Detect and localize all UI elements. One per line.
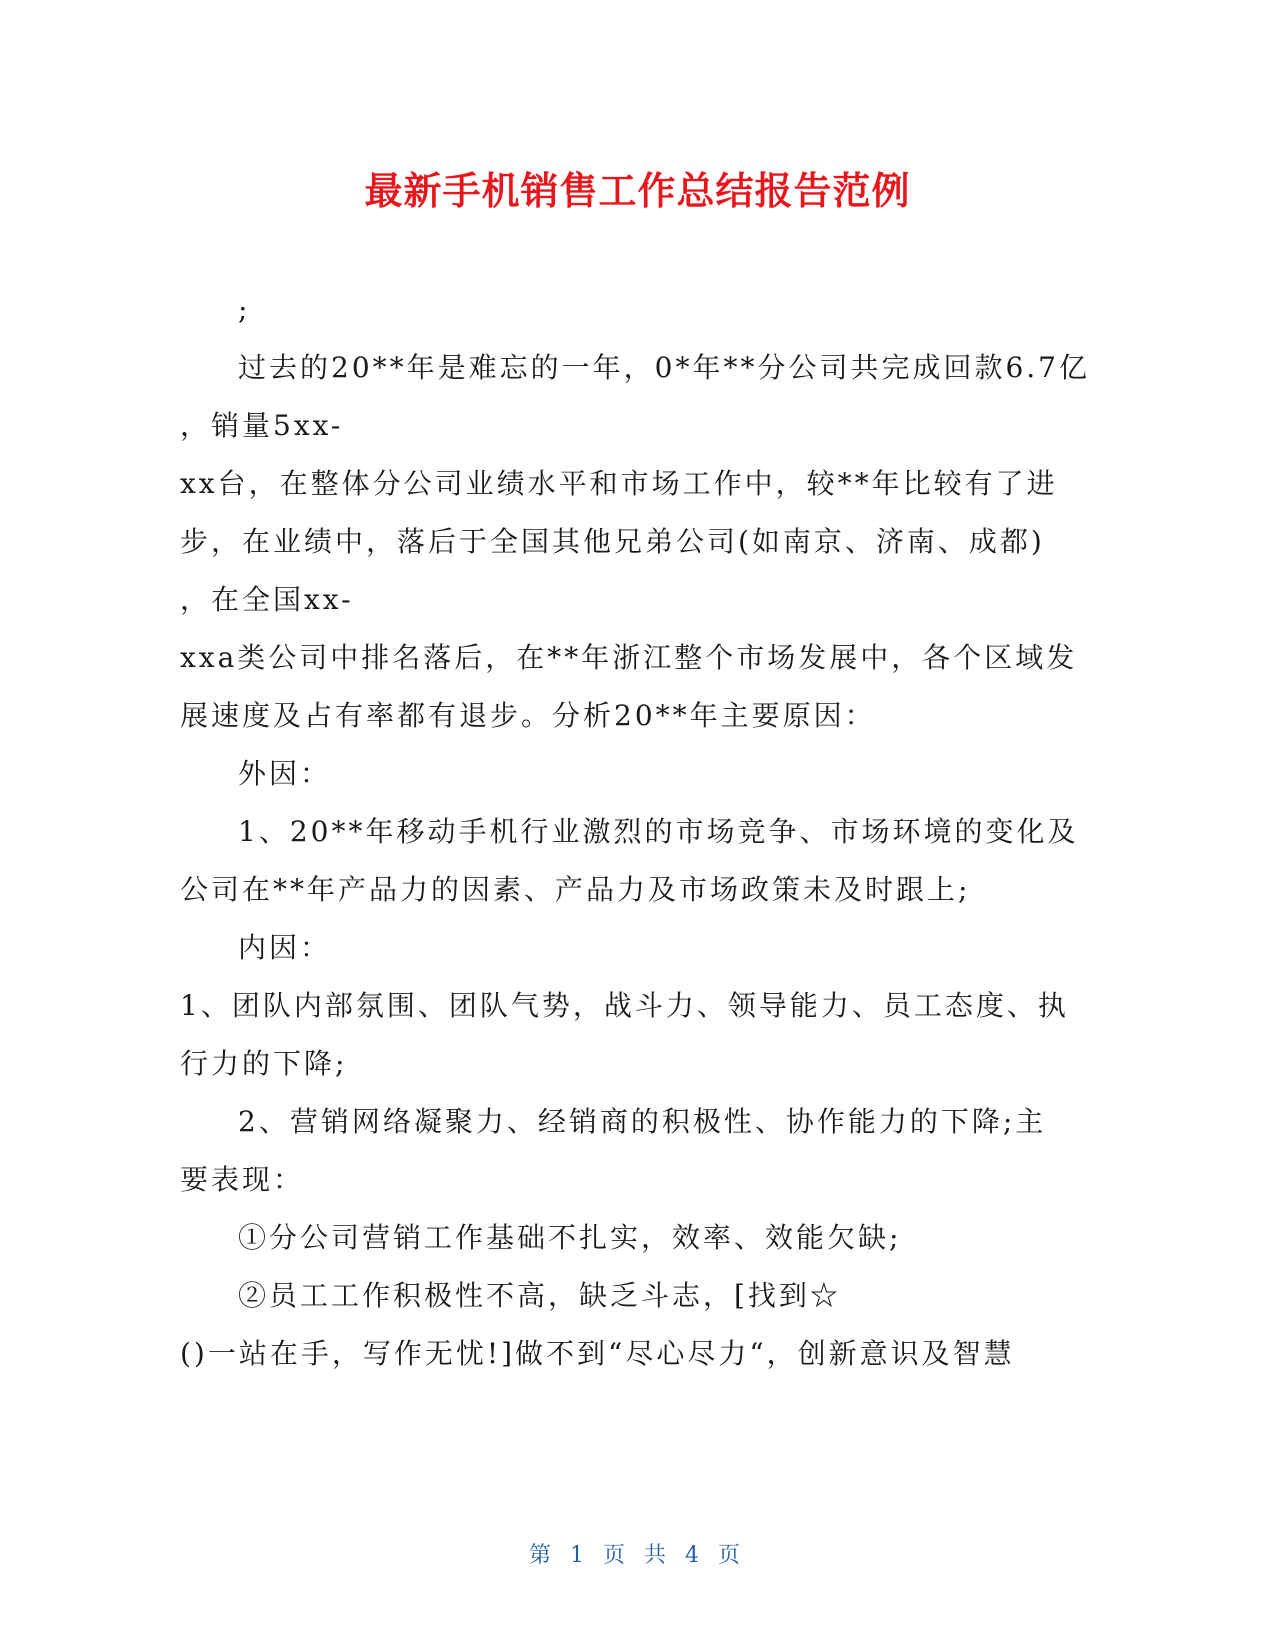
body-line: ()一站在手，写作无忧!]做不到“尽心尽力“，创新意识及智慧 xyxy=(180,1337,1015,1370)
body-line: 1、团队内部氛围、团队气势，战斗力、领导能力、员工态度、执 xyxy=(180,989,1069,1022)
body-line: 1、20**年移动手机行业激烈的市场竞争、市场环境的变化及 xyxy=(238,815,1079,848)
body-line: 过去的20**年是难忘的一年，0*年**分公司共完成回款6.7亿 xyxy=(238,351,1090,384)
body-line: 要表现： xyxy=(180,1163,305,1196)
body-line: ①分公司营销工作基础不扎实，效率、效能欠缺; xyxy=(238,1221,902,1254)
body-line: 步，在业绩中，落后于全国其他兄弟公司(如南京、济南、成都) xyxy=(180,525,1045,558)
body-line: 展速度及占有率都有退步。分析20**年主要原因： xyxy=(180,699,876,732)
body-line: ，销量5xx- xyxy=(180,409,344,442)
body-line: 公司在**年产品力的因素、产品力及市场政策未及时跟上; xyxy=(180,873,971,906)
body-line: ; xyxy=(238,293,251,326)
document-title: 最新手机销售工作总结报告范例 xyxy=(364,169,911,213)
body-line: 内因： xyxy=(238,931,332,964)
body-line: xx台，在整体分公司业绩水平和市场工作中，较**年比较有了进 xyxy=(180,467,1058,500)
body-line: ，在全国xx- xyxy=(180,583,354,616)
body-line: 2、营销网络凝聚力、经销商的积极性、协作能力的下降;主 xyxy=(238,1105,1047,1138)
body-line: ②员工工作积极性不高，缺乏斗志，[找到☆ xyxy=(238,1279,841,1312)
body-line: 外因： xyxy=(238,757,332,790)
body-line: 行力的下降; xyxy=(180,1047,348,1080)
body-line: xxa类公司中排名落后，在**年浙江整个市场发展中，各个区域发 xyxy=(180,641,1078,674)
page-number-footer: 第 1 页 共 4 页 xyxy=(529,1543,746,1568)
